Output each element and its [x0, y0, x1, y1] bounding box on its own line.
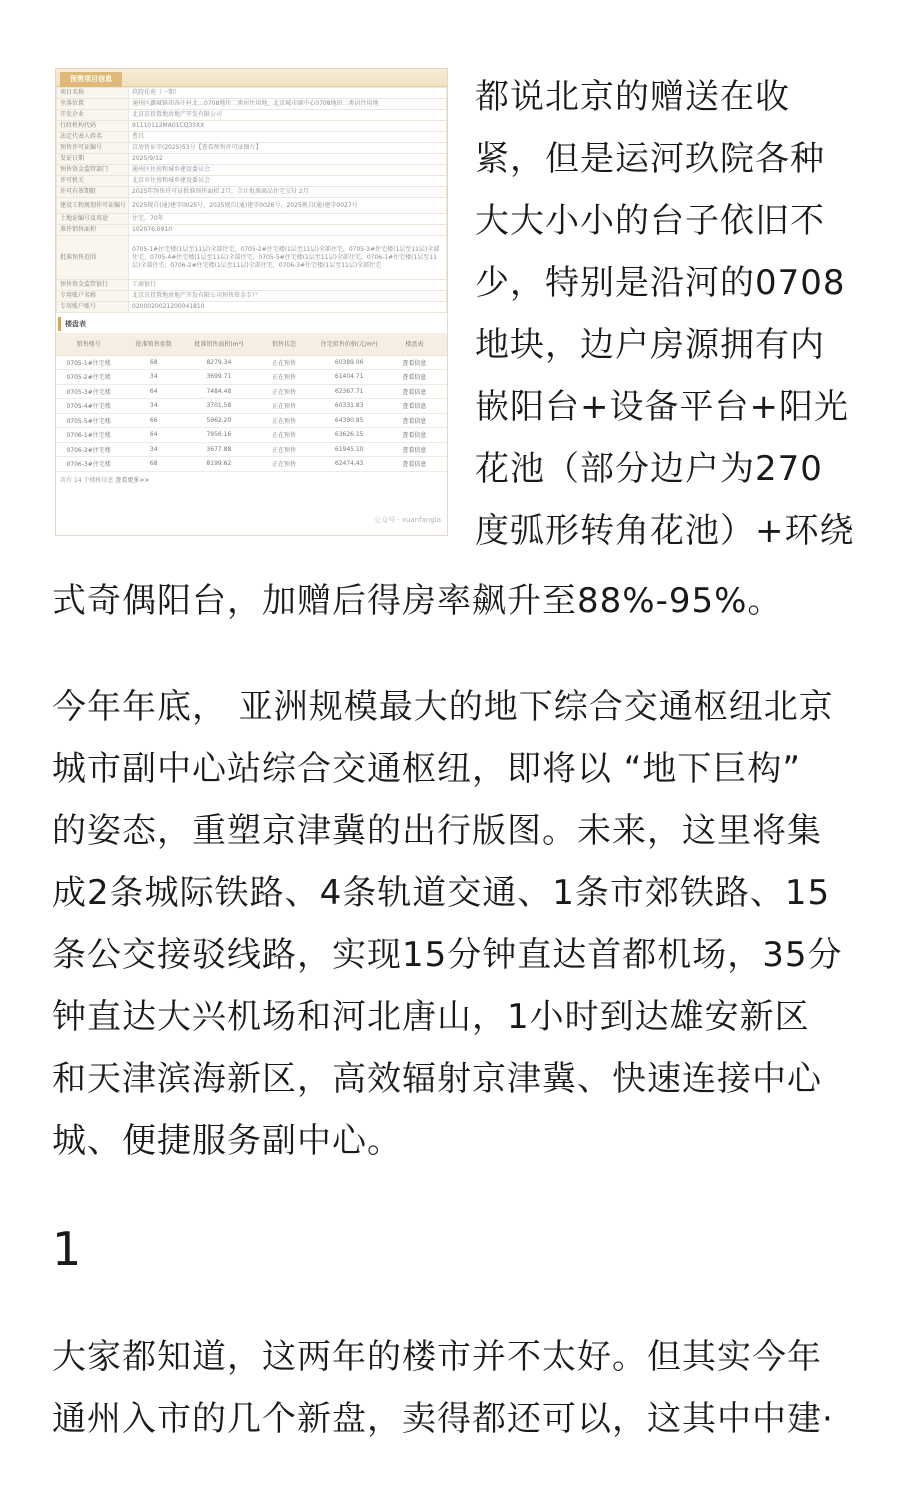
sales-cell: 3701.58 [186, 399, 251, 414]
info-key: 坐落位置 [57, 99, 129, 110]
view-info-link: 查看信息 [382, 442, 447, 457]
info-value: 91110112MA01CQ33XX [129, 121, 447, 132]
info-key: 预售许可证编号 [57, 143, 129, 154]
sales-cell: 0705-5#住宅楼 [56, 413, 121, 428]
sales-cell: 8279.34 [186, 355, 251, 370]
info-key: 行政机构代码 [57, 121, 129, 132]
sales-cell: 正在预售 [251, 370, 316, 385]
sales-cell: 正在预售 [251, 457, 316, 472]
p1-line: 花池（部分边户为270 [475, 449, 823, 489]
p2-line: 条公交接驳线路，实现15分钟直达首都机场，35分 [52, 935, 843, 975]
sales-row [56, 413, 447, 428]
info-value: 京房售证字(2025)53号【查看预售许可证图片】 [129, 143, 447, 154]
sales-cell: 62474.43 [317, 457, 382, 472]
sales-row [56, 384, 447, 399]
sales-header-cell: 销售楼号 [56, 333, 121, 355]
info-value: 曹昌 [129, 132, 447, 143]
paragraph-3 [52, 1326, 852, 1450]
watermark: 公众号 · xuanfangla [374, 516, 441, 524]
info-value: 工商银行 [129, 280, 447, 291]
sales-cell: 63626.15 [317, 428, 382, 443]
view-info-link: 查看信息 [382, 370, 447, 385]
sales-cell: 60389.06 [317, 355, 382, 370]
p1-line: 都说北京的赠送在收 [475, 77, 790, 117]
sales-cell: 正在预售 [251, 399, 316, 414]
p1-line: 紧，但是运河玖院各种 [475, 139, 825, 179]
sales-cell: 正在预售 [251, 384, 316, 399]
info-key: 许可有效期限 [57, 187, 129, 198]
sales-cell: 34 [121, 442, 186, 457]
info-value: 2025规自(通)建字0025号，2025规自(通)建字0026号，2025规自(通)建字0027号 [129, 198, 447, 214]
info-row [57, 88, 447, 99]
paragraph-2 [52, 676, 852, 1172]
view-info-link: 查看信息 [382, 355, 447, 370]
info-value: 住宅，70年 [129, 214, 447, 225]
info-row [57, 187, 447, 198]
screenshot-header [56, 69, 447, 87]
sales-cell: 0706-1#住宅楼 [56, 428, 121, 443]
info-key: 预售资金监管银行 [57, 280, 129, 291]
paragraph-1-wrapped [475, 66, 855, 562]
sales-cell: 61945.10 [317, 442, 382, 457]
info-key: 发证日期 [57, 154, 129, 165]
info-key: 法定代表人姓名 [57, 132, 129, 143]
sales-cell: 68 [121, 457, 186, 472]
presale-info-table [56, 87, 447, 313]
info-value: 玖院佳苑（一期） [129, 88, 447, 99]
info-row [57, 280, 447, 291]
sales-cell: 0706-2#住宅楼 [56, 442, 121, 457]
sales-cell: 3699.71 [186, 370, 251, 385]
sales-row [56, 370, 447, 385]
presale-info-tab: 预售项目信息 [60, 72, 122, 87]
sales-cell: 64 [121, 384, 186, 399]
sales-header-cell: 住宅拟售价格(元/m²) [317, 333, 382, 355]
sales-cell: 64390.85 [317, 413, 382, 428]
view-info-link: 查看信息 [382, 384, 447, 399]
info-value: 通州区潞城镇胡各庄村北…0708地块二类居住用地，北京城市副中心0708地块二类居住用地 [129, 99, 447, 110]
p2-line: 的姿态，重塑京津冀的出行版图。未来，这里将集 [52, 811, 822, 851]
info-key: 土地证编号及用途 [57, 214, 129, 225]
view-info-link: 查看信息 [382, 428, 447, 443]
info-row [57, 291, 447, 302]
sales-cell: 正在预售 [251, 413, 316, 428]
info-row [57, 176, 447, 187]
embedded-screenshot [55, 68, 448, 536]
sales-cell: 61404.71 [317, 370, 382, 385]
sales-cell: 5962.20 [186, 413, 251, 428]
sales-row [56, 457, 447, 472]
sales-cell: 68 [121, 355, 186, 370]
sales-cell: 3677.88 [186, 442, 251, 457]
info-key: 许可机关 [57, 176, 129, 187]
sales-cell: 7956.16 [186, 428, 251, 443]
info-value: 北京京投置地房地产开发有限公司 [129, 110, 447, 121]
info-row [57, 165, 447, 176]
info-row [57, 236, 447, 280]
info-row [57, 225, 447, 236]
info-key: 专用账户名称 [57, 291, 129, 302]
sales-cell: 正在预售 [251, 442, 316, 457]
info-key: 开发企业 [57, 110, 129, 121]
info-value: 北京市住房和城乡建设委员会 [129, 176, 447, 187]
screenshot-footer [56, 472, 447, 487]
sales-header-cell: 批准销售套数 [121, 333, 186, 355]
p3-line: 大家都知道，这两年的楼市并不太好。但其实今年 [52, 1337, 822, 1377]
sales-table [56, 333, 447, 472]
info-key: 批准预售范围 [57, 236, 129, 280]
p2-line: 今年年底， 亚洲规模最大的地下综合交通枢纽北京 [52, 687, 834, 727]
sales-cell: 7484.48 [186, 384, 251, 399]
sales-row [56, 399, 447, 414]
info-row [57, 143, 447, 154]
p1-tail-line: 式奇偶阳台，加赠后得房率飙升至88%-95%。 [52, 581, 783, 621]
info-value: 0200020021200041810 [129, 302, 447, 313]
p2-line: 城、便捷服务副中心。 [52, 1121, 402, 1161]
sales-cell: 正在预售 [251, 428, 316, 443]
view-info-link: 查看信息 [382, 413, 447, 428]
sales-cell: 66 [121, 413, 186, 428]
sales-row [56, 355, 447, 370]
info-row [57, 110, 447, 121]
view-info-link: 查看信息 [382, 457, 447, 472]
info-value: 通州区住房和城乡建设委员会 [129, 165, 447, 176]
p2-line: 成2条城际铁路、4条轨道交通、1条市郊铁路、15 [52, 873, 831, 913]
view-more-link: 查看更多>> [115, 476, 150, 484]
sales-cell: 34 [121, 399, 186, 414]
p1-line: 度弧形转角花池）+环绕 [475, 511, 855, 551]
sales-cell: 0705-2#住宅楼 [56, 370, 121, 385]
p1-line: 地块，边户房源拥有内 [475, 325, 825, 365]
info-row [57, 154, 447, 165]
info-key: 准许销售面积 [57, 225, 129, 236]
sales-cell: 0705-1#住宅楼 [56, 355, 121, 370]
sales-cell: 34 [121, 370, 186, 385]
info-key: 建设工程规划许可证编号 [57, 198, 129, 214]
p1-line: 大大小小的台子依旧不 [475, 201, 825, 241]
p1-line: 嵌阳台+设备平台+阳光 [475, 387, 849, 427]
info-value: 2025年预售许可证批准预售面积 2月，合计批准商品住宅交付 2月 [129, 187, 447, 198]
info-row [57, 198, 447, 214]
sales-cell: 62367.71 [317, 384, 382, 399]
sales-header-cell: 销售状态 [251, 333, 316, 355]
sales-table-title: 楼盘表 [58, 317, 447, 331]
section-number: 1 [52, 1222, 82, 1276]
info-row [57, 214, 447, 225]
p2-line: 城市副中心站综合交通枢纽，即将以 “地下巨构” [52, 749, 802, 789]
p1-line: 少，特别是沿河的0708 [475, 263, 846, 303]
sales-cell: 0705-4#住宅楼 [56, 399, 121, 414]
sales-row [56, 442, 447, 457]
sales-cell: 正在预售 [251, 355, 316, 370]
info-value: 2025/9/12 [129, 154, 447, 165]
info-row [57, 121, 447, 132]
sales-header-cell: 批准销售面积(m²) [186, 333, 251, 355]
view-info-link: 查看信息 [382, 399, 447, 414]
info-value: 北京京投置地房地产开发有限公司预售资金专户 [129, 291, 447, 302]
info-row [57, 302, 447, 313]
info-row [57, 99, 447, 110]
p2-line: 和天津滨海新区，高效辐射京津冀、快速连接中心 [52, 1059, 822, 1099]
sales-cell: 64 [121, 428, 186, 443]
building-count: 共有 14 个楼栋信息 [60, 476, 114, 484]
info-key: 专用账户账号 [57, 302, 129, 313]
sales-cell: 60331.83 [317, 399, 382, 414]
info-value: 0705-1#住宅楼(1层至11层)全部住宅，0705-2#住宅楼(1层至11层)全部住宅，0705-3#住宅楼(1层至11层)全部住宅，0705-4#住宅楼(1层至11层)全部住宅，0705-5#住宅楼(1层至11层)全部住宅，0706-1#住宅楼(1层至11层)全部住宅，0706-2#住宅楼(1层至11层)全部住宅，0706-3#住宅楼(1层至11层)全部住宅 [129, 236, 447, 280]
sales-cell: 0705-3#住宅楼 [56, 384, 121, 399]
info-key: 项目名称 [57, 88, 129, 99]
info-value: 102076.0910 [129, 225, 447, 236]
sales-cell: 8199.62 [186, 457, 251, 472]
info-row [57, 132, 447, 143]
p3-line: 通州入市的几个新盘，卖得都还可以，这其中中建· [52, 1399, 834, 1439]
info-key: 预售资金监管部门 [57, 165, 129, 176]
sales-row [56, 428, 447, 443]
sales-cell: 0706-3#住宅楼 [56, 457, 121, 472]
p2-line: 钟直达大兴机场和河北唐山，1小时到达雄安新区 [52, 997, 810, 1037]
paragraph-1-tail [52, 570, 852, 632]
sales-header-cell: 楼盘表 [382, 333, 447, 355]
